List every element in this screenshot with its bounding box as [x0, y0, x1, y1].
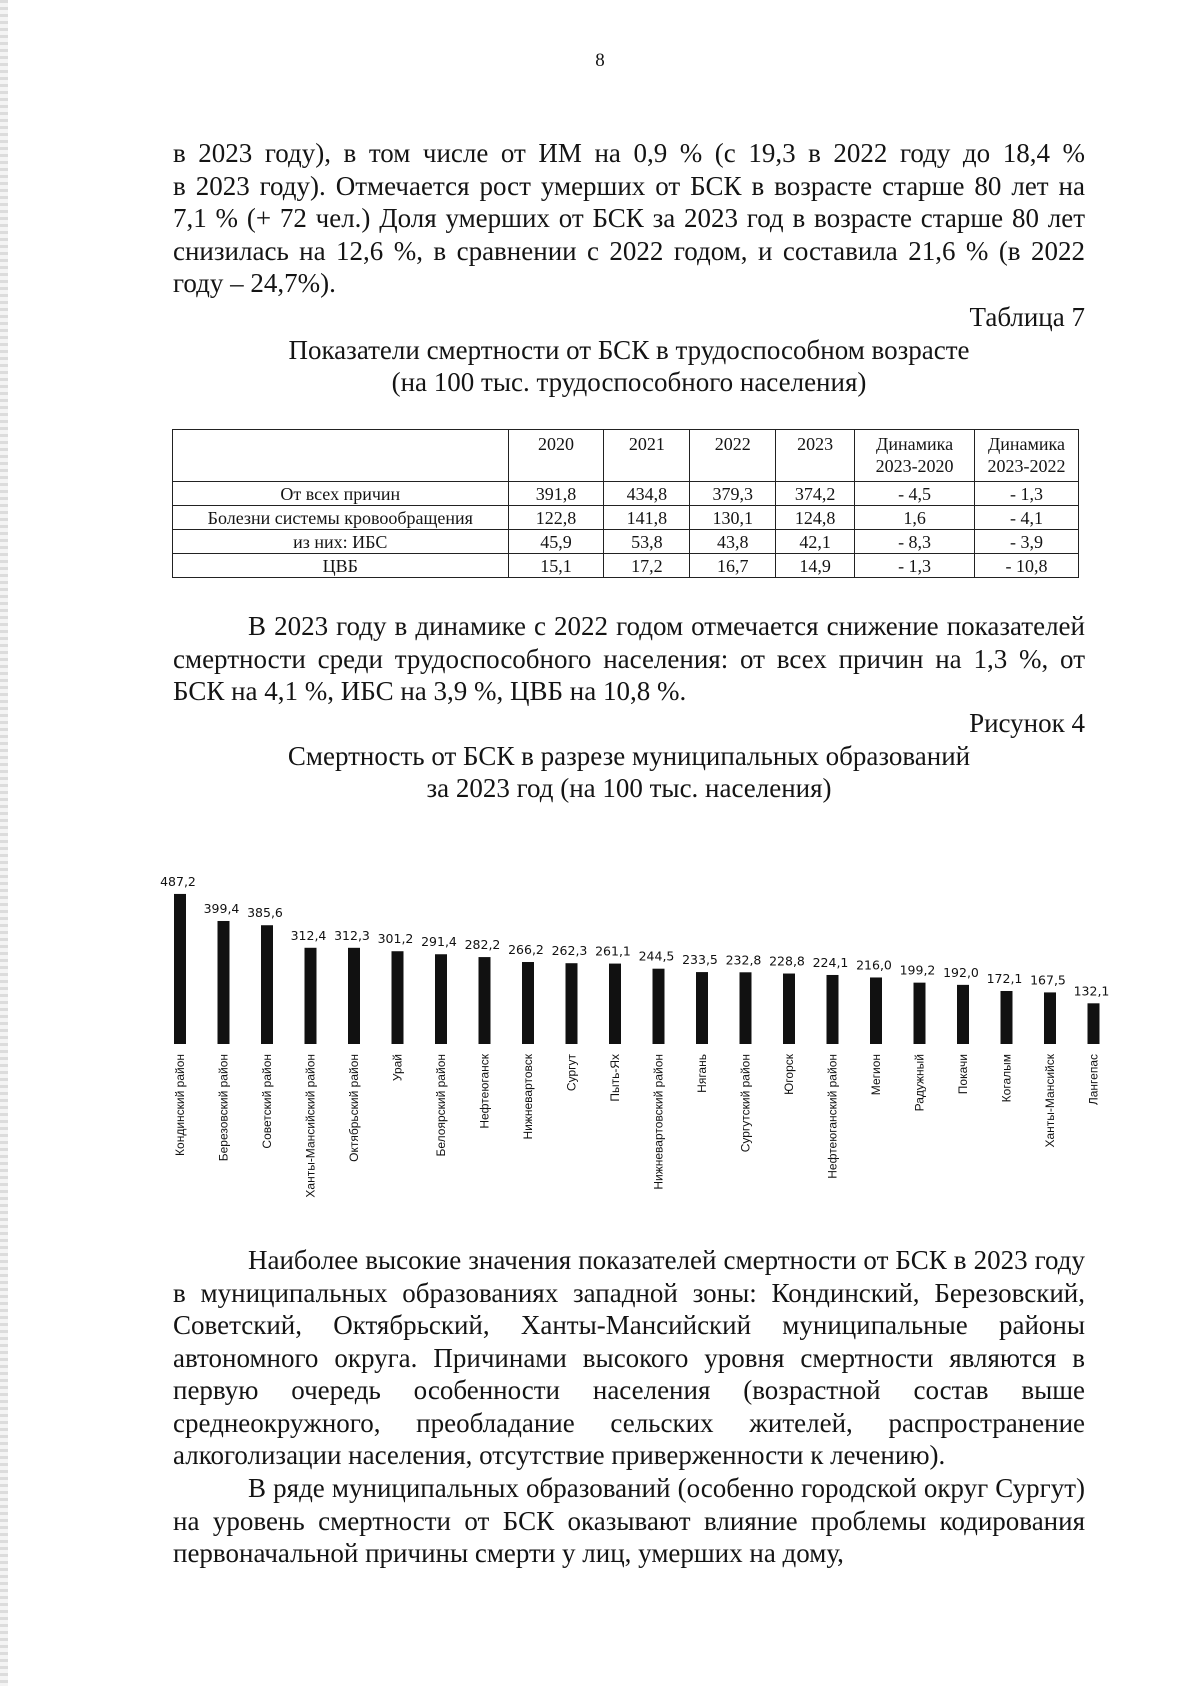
table-cell: - 3,9: [975, 530, 1079, 554]
header-cell: Динамика 2023-2022: [975, 430, 1079, 482]
figure-title: [173, 740, 1085, 804]
figure-title-line-2: за 2023 год (на 100 тыс. населения): [426, 773, 832, 803]
bar-value-label: 487,2: [160, 873, 196, 889]
intro-paragraph: [173, 137, 1085, 300]
bar: [783, 974, 795, 1044]
table-label: Таблица 7: [969, 302, 1085, 332]
table-cell: 53,8: [604, 530, 690, 554]
table-cell: ЦВБ: [173, 554, 509, 578]
bar-value-label: 261,1: [595, 943, 631, 959]
coding-paragraph: В ряде муниципальных образований (особенно городской округ Сургут) на уровень смертности от БСК оказывают влияние проблемы кодирования первоначальной причины смерти у лиц, умерших на дому,: [173, 1473, 1085, 1568]
table-cell: 16,7: [690, 554, 776, 578]
table-title: [173, 334, 1085, 398]
table-row: [173, 482, 1079, 506]
bar-value-label: 244,5: [638, 948, 675, 964]
category-label: Пыть-Ях: [608, 1054, 622, 1102]
table-cell: 15,1: [508, 554, 604, 578]
bar: [870, 977, 882, 1044]
category-label: Мегион: [869, 1054, 883, 1096]
bar-value-label: 172,1: [986, 970, 1023, 986]
dynamics-paragraph: В 2023 году в динамике с 2022 годом отмечается снижение показателей смертности среди трудоспособного населения: от всех причин на 1,3 %, от БСК на 4,1 %, ИБС на 3,9 %, ЦВБ на 10,8 %.: [173, 611, 1085, 706]
header-cell: 2020: [508, 430, 604, 482]
bar-value-label: 192,0: [943, 964, 979, 980]
category-label: Нефтеюганск: [477, 1054, 492, 1129]
table-cell: 379,3: [690, 482, 776, 506]
bar-value-label: 262,3: [551, 943, 588, 959]
table-cell: 124,8: [776, 506, 855, 530]
category-labels-group: [173, 1053, 1101, 1197]
bar: [348, 948, 360, 1044]
bar-value-label: 385,6: [247, 905, 283, 921]
table-cell: - 10,8: [975, 554, 1079, 578]
table-row: [173, 554, 1079, 578]
bar-value-label: 199,2: [899, 962, 936, 978]
mortality-bar-chart: [150, 860, 1110, 1205]
table-cell: 130,1: [690, 506, 776, 530]
category-label: Белоярский район: [434, 1054, 448, 1157]
table-cell: 141,8: [604, 506, 690, 530]
table-cell: 43,8: [690, 530, 776, 554]
table-cell: 14,9: [776, 554, 855, 578]
category-label: Нефтеюганский район: [825, 1054, 840, 1179]
category-label: Лангепас: [1086, 1054, 1101, 1106]
figure-label: Рисунок 4: [969, 708, 1085, 738]
category-label: Октябрьский район: [347, 1054, 361, 1162]
figure-title-line-1: Смертность от БСК в разрезе муниципальных образований: [287, 741, 971, 771]
bar: [566, 963, 578, 1044]
bar-value-label: 282,2: [464, 937, 501, 953]
table-cell: 1,6: [855, 506, 975, 530]
table-cell: - 4,1: [975, 506, 1079, 530]
bar-value-label: 232,8: [725, 952, 762, 968]
table-title-line-1: Показатели смертности от БСК в трудоспособном возрасте: [288, 335, 970, 365]
header-cell: 2021: [604, 430, 690, 482]
category-label: Урай: [390, 1054, 405, 1082]
bar: [174, 894, 186, 1044]
intro-line: в 2023 году). Отмечается рост умерших от БСК в возрасте старше 80 лет на: [173, 170, 1085, 201]
bar: [522, 962, 534, 1044]
bar-value-label: 291,4: [421, 934, 457, 950]
bar-value-label: 266,2: [508, 942, 544, 958]
mortality-table: [172, 429, 1079, 578]
table-cell: От всех причин: [173, 482, 509, 506]
bar: [740, 972, 752, 1044]
category-label: Когалым: [999, 1054, 1014, 1103]
header-cell: 2022: [690, 430, 776, 482]
scan-edge: [0, 0, 8, 1686]
category-label: Нягань: [695, 1054, 709, 1093]
bar: [609, 964, 621, 1044]
bar: [827, 975, 839, 1044]
table-cell: 434,8: [604, 482, 690, 506]
bar: [957, 985, 969, 1044]
table-header-row: [173, 430, 1079, 482]
table-cell: Болезни системы кровообращения: [173, 506, 509, 530]
bar-value-label: 132,1: [1073, 983, 1110, 999]
category-label: Покачи: [956, 1054, 970, 1095]
category-label: Сургут: [564, 1054, 579, 1092]
table-cell: 122,8: [508, 506, 604, 530]
header-cell: [173, 430, 509, 482]
bar: [1088, 1003, 1100, 1044]
bar: [914, 983, 926, 1044]
table-row: [173, 506, 1079, 530]
table-cell: 42,1: [776, 530, 855, 554]
table-cell: 17,2: [604, 554, 690, 578]
category-label: Радужный: [912, 1054, 927, 1112]
bar: [218, 921, 230, 1044]
bar: [305, 948, 317, 1044]
category-label: Сургутский район: [738, 1054, 753, 1153]
bar-value-label: 167,5: [1030, 972, 1066, 988]
intro-line: году – 24,7%).: [173, 268, 336, 298]
bar: [653, 969, 665, 1044]
bar: [261, 925, 273, 1044]
bar-value-label: 233,5: [682, 952, 718, 968]
table-cell: из них: ИБС: [173, 530, 509, 554]
intro-line: в 2023 году), в том числе от ИМ на 0,9 % (с 19,3 в 2022 году до 18,4 %: [173, 138, 1085, 168]
bar: [696, 972, 708, 1044]
header-cell: 2023: [776, 430, 855, 482]
bar: [1001, 991, 1013, 1044]
bar-value-label: 216,0: [856, 957, 892, 973]
table-cell: - 4,5: [855, 482, 975, 506]
table-cell: - 1,3: [855, 554, 975, 578]
category-label: Ханты-Мансийск: [1043, 1054, 1057, 1148]
intro-line: 7,1 % (+ 72 чел.) Доля умерших от БСК за 2023 год в возрасте старше 80 лет: [173, 203, 1085, 233]
bar: [392, 951, 404, 1044]
highest-values-paragraph: Наиболее высокие значения показателей смертности от БСК в 2023 году в муниципальных образованиях западной зоны: Кондинский, Березовский, Советский, Октябрьский, Ханты-Мансийский муниципальные районы автономного округа. Причинами высокого уровня смертности являются в первую очередь особенности населения (возрастной состав выше среднеокружного, преобладание сельских жителей, распространение алкоголизации населения, отсутствие приверженности к лечению).: [173, 1245, 1085, 1470]
bar: [435, 954, 447, 1044]
bar-value-label: 228,8: [769, 953, 805, 969]
bar-value-label: 312,4: [290, 927, 327, 943]
table-cell: 374,2: [776, 482, 855, 506]
bar: [1044, 992, 1056, 1044]
category-label: Советский район: [260, 1054, 274, 1149]
table-cell: 391,8: [508, 482, 604, 506]
bar-value-label: 224,1: [812, 954, 849, 970]
bar-value-label: 399,4: [203, 900, 240, 916]
table-row: [173, 530, 1079, 554]
intro-line: снизилась на 12,6 %, в сравнении с 2022 годом, и составила 21,6 % (в 2022: [173, 235, 1085, 266]
table-title-line-2: (на 100 тыс. трудоспособного населения): [391, 367, 867, 397]
category-label: Березовский район: [216, 1054, 231, 1162]
category-label: Нижневартовск: [521, 1054, 535, 1140]
bar-value-label: 312,3: [334, 927, 370, 943]
header-cell: Динамика 2023-2020: [855, 430, 975, 482]
category-label: Ханты-Мансийский район: [303, 1054, 318, 1198]
bar-value-label: 301,2: [377, 931, 414, 947]
category-label: Нижневартовский район: [651, 1054, 666, 1190]
table-cell: - 1,3: [975, 482, 1079, 506]
table-cell: 45,9: [508, 530, 604, 554]
table-cell: - 8,3: [855, 530, 975, 554]
bar: [479, 957, 491, 1044]
value-labels-group: [160, 874, 1109, 998]
category-label: Югорск: [782, 1054, 796, 1095]
page-number: 8: [595, 50, 605, 71]
category-label: Кондинский район: [173, 1054, 187, 1156]
